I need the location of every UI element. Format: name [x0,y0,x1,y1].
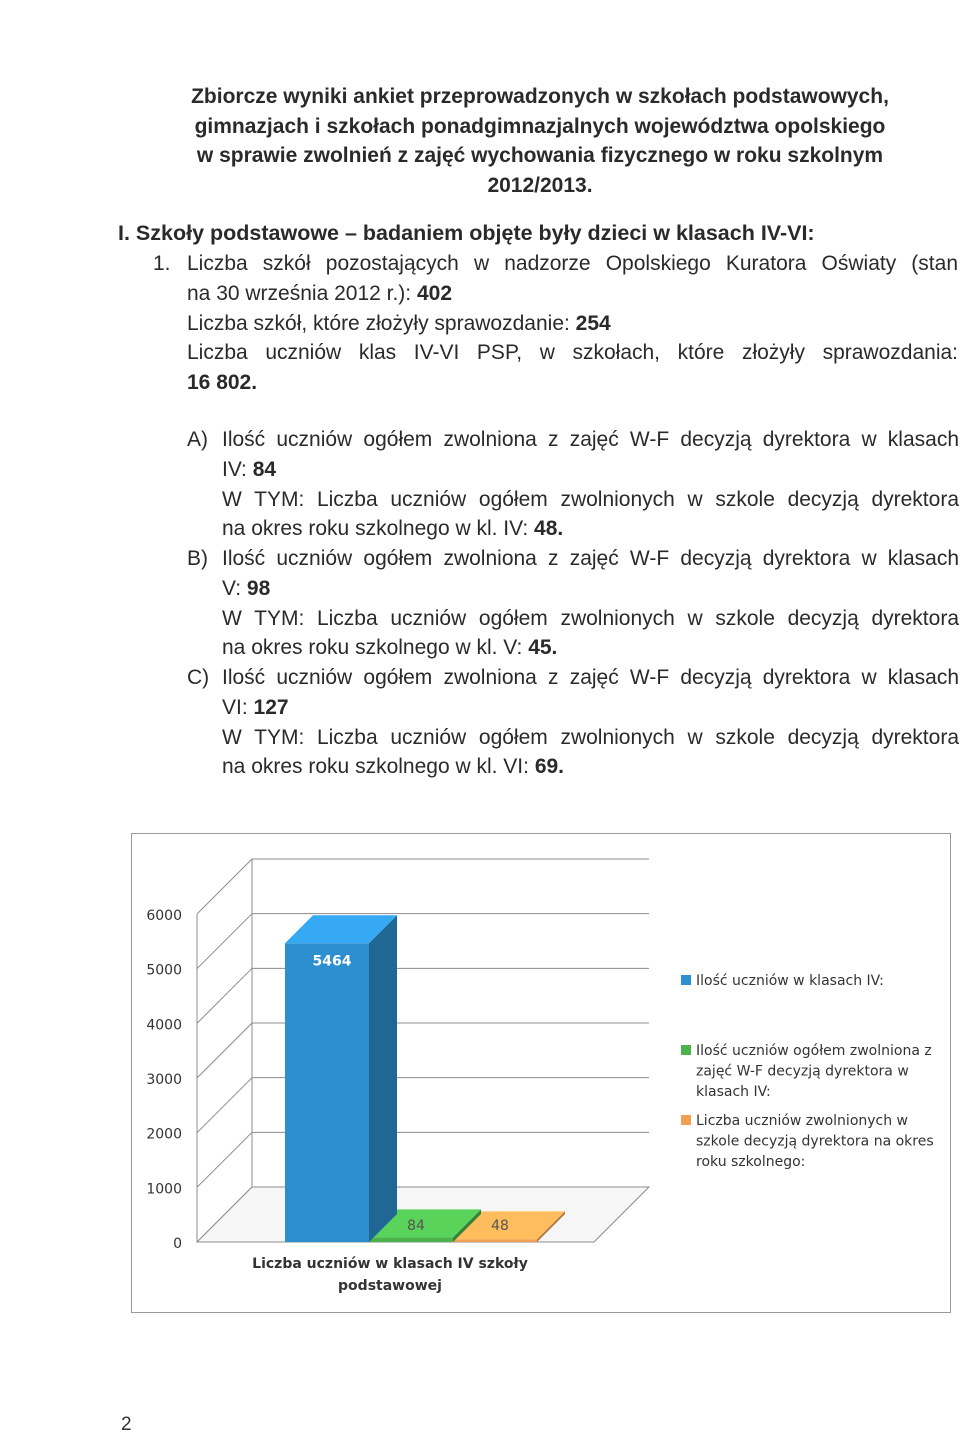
point-text: VI: [222,695,254,719]
point-line [222,752,959,782]
item-number: 1. [153,252,171,275]
item-1-text: Liczba szkół, które złożyły sprawozdanie: [187,311,576,335]
title-line: gimnazjach i szkołach ponadgimnazjalnych województwa opolskiego [194,114,886,138]
gridline [197,1132,252,1187]
item-1-line [187,279,958,309]
point-text: IV: [222,457,253,481]
point-value: 69. [534,755,565,779]
point-value: 84 [252,457,277,481]
point-line [222,514,959,544]
y-tick-label: 5000 [146,962,182,979]
legend-label: klasach IV: [696,1084,771,1100]
gridline [197,859,252,914]
title-line: 2012/2013. [487,173,593,197]
legend-label: Liczba uczniów zwolnionych w [696,1113,909,1129]
point-value: 45. [528,636,558,660]
data-label: 48 [491,1218,509,1234]
legend-label: szkole decyzją dyrektora na okres [696,1133,934,1150]
point-line: W TYM: Liczba uczniów ogółem zwolnionych w szkole decyzją dyrektora [222,725,959,749]
point-label: A) [187,428,208,451]
legend-label: Ilość uczniów ogółem zwolniona z [696,1043,932,1059]
legend-swatch [681,975,691,985]
gridline [197,1023,252,1078]
point-text: na okres roku szkolnego w kl. VI: [222,755,535,779]
schools-reported-value: 254 [575,311,611,335]
bar-side [369,915,397,1242]
gridline [197,914,252,969]
legend-label: roku szkolnego: [696,1154,806,1170]
title-line: Zbiorcze wyniki ankiet przeprowadzonych w szkołach podstawowych, [191,85,889,108]
point-line: Ilość uczniów ogółem zwolniona z zajęć W-F decyzją dyrektora w klasach [222,666,959,689]
x-axis-label: Liczba uczniów w klasach IV szkoły [252,1256,528,1272]
item-1-text: na 30 września 2012 r.): [187,281,417,305]
point-value: 98 [246,576,271,600]
data-label: 84 [407,1218,425,1234]
bar [369,1237,453,1242]
item-1 [153,249,958,398]
x-axis-label: podstawowej [338,1278,442,1294]
data-label: 5464 [312,953,352,970]
bar-chart [132,834,950,1312]
y-tick-label: 6000 [146,908,182,924]
page-number: 2 [121,1414,132,1435]
y-tick-label: 0 [173,1236,182,1252]
point-label: B) [187,547,208,570]
bar [285,943,369,1242]
point-line: Ilość uczniów ogółem zwolniona z zajęć W-F decyzją dyrektora w klasach [222,547,959,570]
point-text: na okres roku szkolnego w kl. IV: [222,517,535,541]
point-line [222,574,959,604]
point-text: V: [222,576,247,600]
point-line: W TYM: Liczba uczniów ogółem zwolnionych w szkole decyzją dyrektora [222,487,959,511]
gridline [197,968,252,1023]
legend-label: Ilość uczniów w klasach IV: [696,973,884,989]
students-total-value: 16 802. [187,371,258,395]
point-line [222,693,959,723]
point-line: Ilość uczniów ogółem zwolniona z zajęć W-F decyzją dyrektora w klasach [222,428,959,451]
document-title [160,82,920,200]
legend-label: zajęć W-F decyzją dyrektora w [696,1063,909,1080]
y-tick-label: 4000 [146,1017,182,1034]
point-value: 48. [534,517,564,541]
point-line: W TYM: Liczba uczniów ogółem zwolnionych w szkole decyzją dyrektora [222,606,959,630]
point-label: C) [187,666,210,689]
legend-swatch [681,1115,691,1125]
item-1-line: Liczba szkół pozostających w nadzorze Opolskiego Kuratora Oświaty (stan [187,252,958,275]
point-a [187,425,959,544]
schools-total-value: 402 [416,281,453,305]
point-b [187,544,959,663]
point-value: 127 [253,695,289,719]
title-line: w sprawie zwolnień z zajęć wychowania fizycznego w roku szkolnym [196,144,884,167]
y-tick-label: 2000 [146,1126,182,1143]
bar [453,1239,537,1242]
y-tick-label: 3000 [146,1072,182,1088]
legend-swatch [681,1045,691,1055]
point-line [222,633,959,663]
item-1-line [187,368,958,398]
point-c [187,663,959,782]
item-1-line [187,309,958,339]
section-heading: I. Szkoły podstawowe – badaniem objęte były dzieci w klasach IV-VI: [118,221,815,245]
y-tick-label: 1000 [146,1181,182,1198]
chart-frame [131,833,951,1313]
point-line [222,455,959,485]
item-1-line: Liczba uczniów klas IV-VI PSP, w szkołach, które złożyły sprawozdania: [187,341,958,365]
gridline [197,1078,252,1133]
point-text: na okres roku szkolnego w kl. V: [222,636,529,660]
